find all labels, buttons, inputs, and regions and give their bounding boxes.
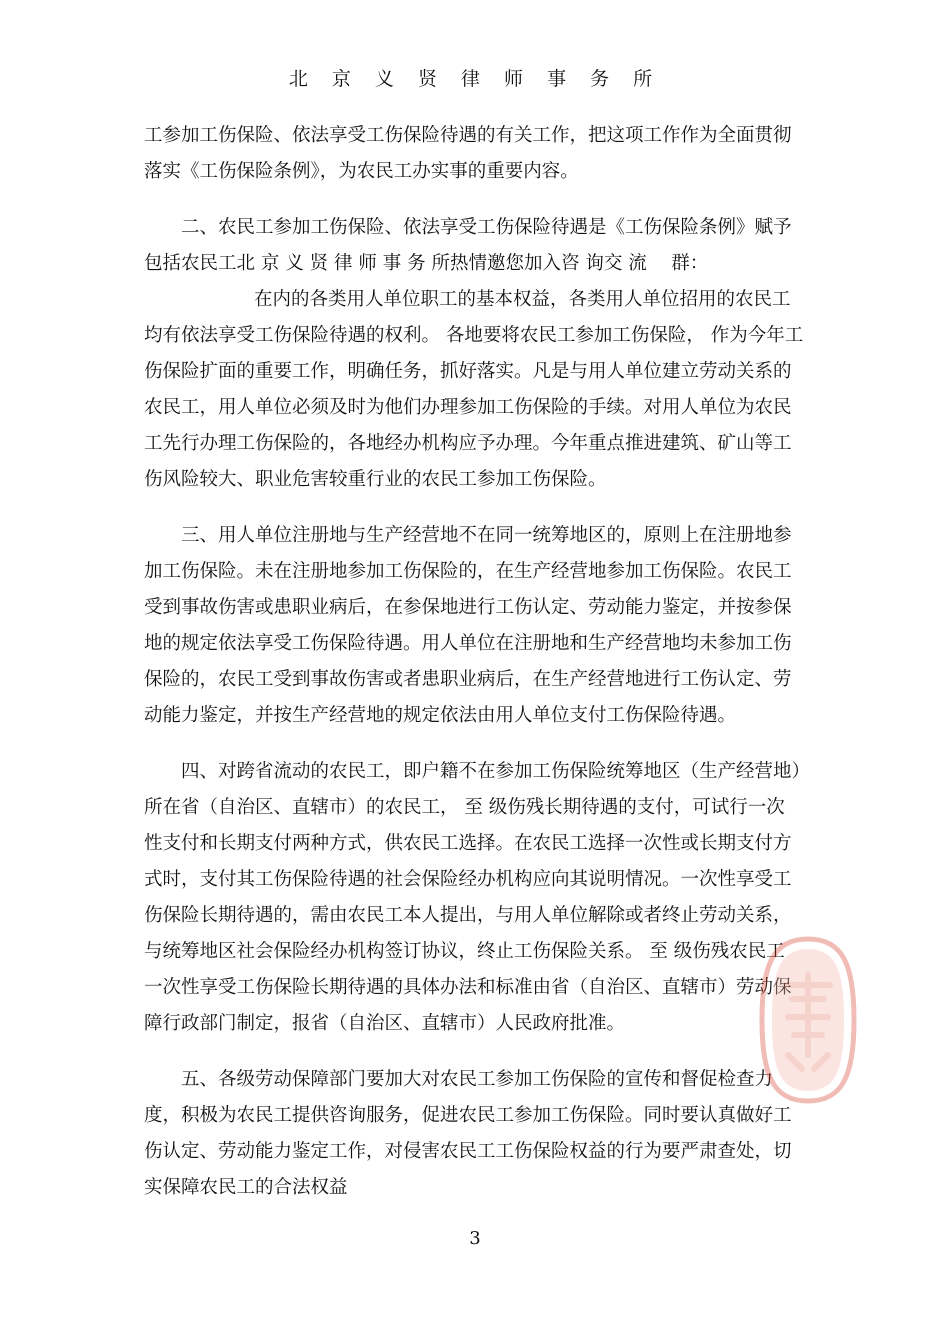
text-line: 在内的各类用人单位职工的基本权益，各类用人单位招用的农民工 bbox=[254, 289, 791, 310]
text-line: 性支付和长期支付两种方式，供农民工选择。在农民工选择一次性或长期支付方 bbox=[144, 833, 792, 854]
text-line: 障行政部门制定，报省（自治区、直辖市）人民政府批准。 bbox=[144, 1013, 626, 1034]
text-line: 动能力鉴定，并按生产经营地的规定依法由用人单位支付工伤保险待遇。 bbox=[144, 705, 737, 726]
page-number: 3 bbox=[469, 1228, 481, 1249]
paragraph-five bbox=[144, 1062, 804, 1206]
paragraph-four bbox=[144, 754, 811, 1042]
text-line: 地的规定依法享受工伤保险待遇。用人单位在注册地和生产经营地均未参加工伤 bbox=[144, 633, 792, 654]
text-line: 农民工，用人单位必须及时为他们办理参加工伤保险的手续。对用人单位为农民 bbox=[144, 397, 792, 418]
seal-stamp-icon bbox=[758, 935, 858, 1105]
text-line: 加工伤保险。未在注册地参加工伤保险的，在生产经营地参加工伤保险。农民工 bbox=[144, 561, 792, 582]
text-line: 保险的，农民工受到事故伤害或者患职业病后，在生产经营地进行工伤认定、劳 bbox=[144, 669, 792, 690]
text-line: 度，积极为农民工提供咨询服务，促进农民工参加工伤保险。同时要认真做好工 bbox=[144, 1105, 792, 1126]
text-line: 一次性享受工伤保险长期待遇的具体办法和标准由省（自治区、直辖市）劳动保 bbox=[144, 977, 792, 998]
text-line: 五、各级劳动保障部门要加大对农民工参加工伤保险的宣传和督促检查力 bbox=[181, 1069, 774, 1090]
text-line: 伤认定、劳动能力鉴定工作，对侵害农民工工伤保险权益的行为要严肃查处，切 bbox=[144, 1141, 792, 1162]
text-line: 伤风险较大、职业危害较重行业的农民工参加工伤保险。 bbox=[144, 469, 607, 490]
text-line-inserted-ad: 包括农民工北 京 义 贤 律 师 事 务 所热情邀您加入咨 询交 流 群： bbox=[144, 253, 709, 274]
paragraph-three bbox=[144, 518, 804, 734]
paragraph-continuation bbox=[144, 118, 804, 190]
text-line: 伤保险长期待遇的，需由农民工本人提出，与用人单位解除或者终止劳动关系， bbox=[144, 905, 792, 926]
text-line: 四、对跨省流动的农民工，即户籍不在参加工伤保险统筹地区（生产经营地） bbox=[181, 761, 811, 782]
text-line: 伤保险扩面的重要工作，明确任务，抓好落实。凡是与用人单位建立劳动关系的 bbox=[144, 361, 792, 382]
document-body bbox=[144, 118, 811, 1226]
text-line: 工参加工伤保险、依法享受工伤保险待遇的有关工作，把这项工作作为全面贯彻 bbox=[144, 125, 792, 146]
page-header-firm-name: 北 京 义 贤 律 师 事 务 所 bbox=[288, 68, 662, 90]
text-line: 受到事故伤害或患职业病后，在参保地进行工伤认定、劳动能力鉴定，并按参保 bbox=[144, 597, 792, 618]
text-line: 实保障农民工的合法权益 bbox=[144, 1177, 348, 1198]
text-line: 二、农民工参加工伤保险、依法享受工伤保险待遇是《工伤保险条例》赋予 bbox=[181, 217, 792, 238]
text-line: 式时，支付其工伤保险待遇的社会保险经办机构应向其说明情况。一次性享受工 bbox=[144, 869, 792, 890]
text-line: 落实《工伤保险条例》，为农民工办实事的重要内容。 bbox=[144, 161, 579, 182]
paragraph-two bbox=[144, 210, 804, 498]
text-line: 与统筹地区社会保险经办机构签订协议，终止工伤保险关系。 至 级伤残农民工 bbox=[144, 941, 785, 962]
text-line: 工先行办理工伤保险的，各地经办机构应予办理。今年重点推进建筑、矿山等工 bbox=[144, 433, 792, 454]
text-line: 三、用人单位注册地与生产经营地不在同一统筹地区的，原则上在注册地参 bbox=[181, 525, 792, 546]
text-line: 均有依法享受工伤保险待遇的权利。 各地要将农民工参加工伤保险， 作为今年工 bbox=[144, 325, 804, 346]
text-line: 所在省（自治区、直辖市）的农民工， 至 级伤残长期待遇的支付，可试行一次 bbox=[144, 797, 785, 818]
